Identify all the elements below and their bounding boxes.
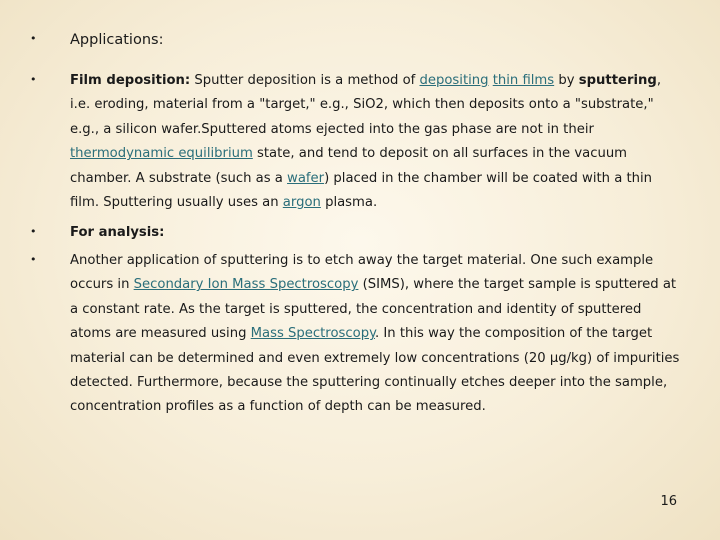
thermodynamic-equilibrium-link[interactable]: thermodynamic equilibrium xyxy=(70,146,253,162)
bullet-film-deposition xyxy=(30,69,680,215)
bullet-dot: • xyxy=(30,32,37,45)
bullet-applications xyxy=(30,28,680,52)
sims-paragraph xyxy=(70,249,680,420)
text-segment: (SIMS), where the target sample is sputtered at a constant rate. As the target is sputtered, the concentration and identity of sputtered atoms are measured using xyxy=(70,277,677,342)
text-segment: plasma. xyxy=(320,195,378,211)
text-segment: , i.e. eroding, material from a "target," e.g., SiO2, which then deposits onto a "substrate," e.g., a silicon wafer.Sputtered atoms ejected into the gas phase are not in their xyxy=(70,73,662,137)
bullet-dot: • xyxy=(30,73,37,86)
film-deposition-paragraph xyxy=(70,69,680,215)
text-segment: ) placed in the chamber will be coated with a thin film. Sputtering usually uses an xyxy=(70,170,653,211)
page-number: 16 xyxy=(660,494,677,509)
applications-heading: Applications: xyxy=(70,32,164,48)
bullet-for-analysis xyxy=(30,221,680,245)
argon-link[interactable]: argon xyxy=(282,195,321,211)
bullet-dot: • xyxy=(30,253,37,266)
text-segment: Sputter deposition is a method of xyxy=(190,73,420,88)
sputtering-bold: sputtering xyxy=(578,73,657,88)
bullet-sims xyxy=(30,249,680,420)
text-segment: by xyxy=(554,73,579,88)
text-segment: state, and tend to deposit on all surfaces in the vacuum chamber. A substrate (such as a xyxy=(70,146,628,186)
depositing-link[interactable]: depositing xyxy=(419,73,489,88)
wafer-link[interactable]: wafer xyxy=(287,170,325,186)
text-segment: . In this way the composition of the target material can be determined and even extremely low concentrations (20 μg/kg) of impurities detected. Furthermore, because the sputtering continually etches deeper into the sample, concentration profiles as a function of depth can be measured. xyxy=(70,326,680,415)
bullet-dot: • xyxy=(30,225,37,238)
film-deposition-label: Film deposition: xyxy=(70,73,191,88)
text-segment: Another application of sputtering is to etch away the target material. One such example occurs in xyxy=(70,253,654,293)
thin-films-link[interactable]: thin films xyxy=(492,73,555,88)
for-analysis-heading: For analysis: xyxy=(70,225,165,240)
mass-spectroscopy-link[interactable]: Mass Spectroscopy xyxy=(250,326,375,342)
sims-link[interactable]: Secondary Ion Mass Spectroscopy xyxy=(133,277,359,293)
